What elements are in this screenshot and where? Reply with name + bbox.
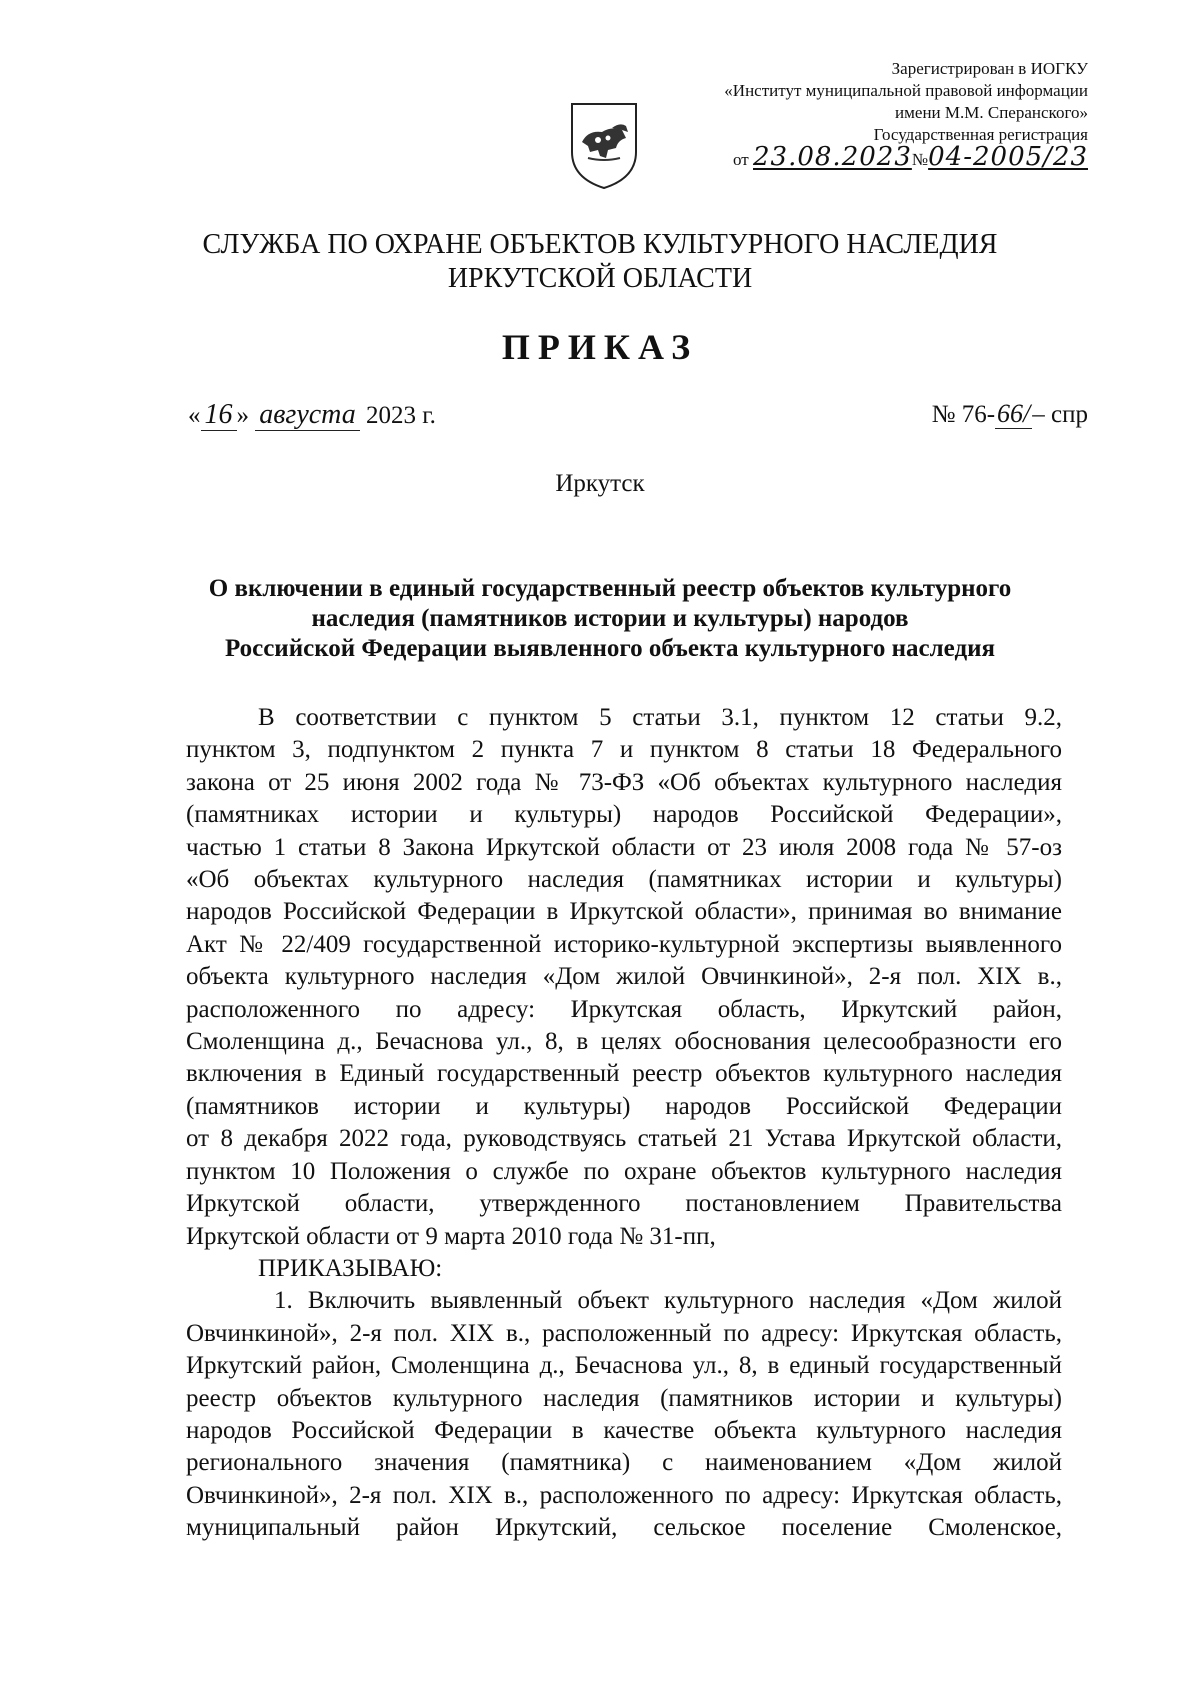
title-line-2: наследия (памятников истории и культуры) народов — [311, 605, 909, 632]
registration-line-3: имени М.М. Сперанского» — [895, 103, 1088, 122]
date-month: августа — [255, 400, 360, 431]
body-line: В соответствии с пунктом 5 статьи 3.1, пунктом 12 статьи 9.2, — [258, 704, 1062, 731]
body-line: Смоленщина д., Бечаснова ул., 8, в целях обоснования целесообразности его — [186, 1028, 1062, 1056]
body-line: Акт № 22/409 государственной историко-культурной экспертизы выявленного — [186, 930, 1062, 958]
registration-from-prefix: от — [733, 150, 749, 169]
body-line: включения в Единый государственный реестр объектов культурного наследия — [186, 1060, 1062, 1088]
body-line: Иркутский район, Смоленщина д., Бечаснова ул., 8, в единый государственный — [186, 1352, 1062, 1380]
title-line-1: О включении в единый государственный реестр объектов культурного — [208, 575, 1012, 602]
agency-line-2: ИРКУТСКОЙ ОБЛАСТИ — [447, 263, 753, 294]
registration-number: 04-2005/23 — [928, 142, 1088, 172]
body-line: пунктом 10 Положения о службе по охране объектов культурного наследия — [186, 1157, 1062, 1185]
body-line: народов Российской Федерации в качестве объекта культурного наследия — [186, 1416, 1062, 1444]
agency-name — [0, 228, 1200, 296]
order-body — [186, 702, 1062, 1545]
body-line: Овчинкиной», 2-я пол. XIX в., расположенный по адресу: Иркутская область, — [186, 1319, 1062, 1347]
body-line: пунктом 3, подпунктом 2 пункта 7 и пунктом 8 статьи 18 Федерального — [186, 736, 1062, 764]
body-line: Иркутской области, утвержденного постановлением Правительства — [186, 1190, 1062, 1218]
body-line: Овчинкиной», 2-я пол. XIX в., расположенного по адресу: Иркутская область, — [186, 1481, 1062, 1509]
body-line: народов Российской Федерации в Иркутской области», принимая во внимание — [186, 898, 1062, 926]
body-line: (памятников истории и культуры) народов Российской Федерации — [186, 1092, 1062, 1120]
registration-number-line — [724, 142, 1088, 172]
coat-of-arms-icon — [568, 100, 640, 190]
body-line: реестр объектов культурного наследия (памятников истории и культуры) — [186, 1384, 1062, 1412]
registration-line-4: Государственная регистрация — [873, 125, 1088, 144]
registration-stamp — [724, 58, 1088, 171]
date-day: 16 — [201, 400, 237, 431]
order-number — [932, 400, 1088, 429]
body-line: регионального значения (памятника) с наименованием «Дом жилой — [186, 1449, 1062, 1477]
body-line: расположенного по адресу: Иркутская область, Иркутский район, — [186, 995, 1062, 1023]
order-number-prefix: № 76- — [931, 401, 996, 428]
city: Иркутск — [555, 470, 645, 497]
order-title — [160, 574, 1060, 664]
date-close-quote: » — [236, 402, 249, 429]
body-line: Иркутской области от 9 марта 2010 года № 31-пп, — [186, 1222, 716, 1250]
registration-line-1: Зарегистрирован в ИОГКУ — [891, 59, 1088, 78]
body-line: от 8 декабря 2022 года, руководствуясь статьей 21 Устава Иркутской области, — [186, 1125, 1062, 1153]
order-number-suffix: – спр — [1032, 401, 1088, 428]
registration-num-prefix: № — [911, 150, 929, 169]
body-line: «Об объектах культурного наследия (памятниках истории и культуры) — [186, 866, 1062, 894]
order-number-handwritten: 66/ — [997, 399, 1031, 428]
registration-date: 23.08.2023 — [753, 142, 912, 172]
body-line: 1. Включить выявленный объект культурного наследия «Дом жилой — [274, 1287, 1062, 1315]
registration-line-2: «Институт муниципальной правовой информации — [724, 81, 1088, 100]
date-open-quote: « — [188, 402, 201, 429]
body-line: (памятниках истории и культуры) народов Российской Федерации», — [186, 801, 1062, 829]
body-line: закона от 25 июня 2002 года № 73-ФЗ «Об объектах культурного наследия — [186, 768, 1062, 796]
document-type-heading: ПРИКАЗ — [501, 327, 699, 367]
body-line: частью 1 статьи 8 Закона Иркутской области от 23 июля 2008 года № 57-оз — [186, 833, 1062, 861]
body-line: муниципальный район Иркутский, сельское поселение Смоленское, — [186, 1514, 1062, 1542]
body-line: объекта культурного наследия «Дом жилой Овчинкиной», 2-я пол. XIX в., — [186, 963, 1062, 991]
order-command: ПРИКАЗЫВАЮ: — [258, 1254, 443, 1282]
date-year: 2023 г. — [366, 402, 436, 429]
title-line-3: Российской Федерации выявленного объекта культурного наследия — [224, 635, 996, 662]
agency-line-1: СЛУЖБА ПО ОХРАНЕ ОБЪЕКТОВ КУЛЬТУРНОГО НАСЛЕДИЯ — [202, 229, 998, 260]
order-date — [188, 400, 436, 431]
